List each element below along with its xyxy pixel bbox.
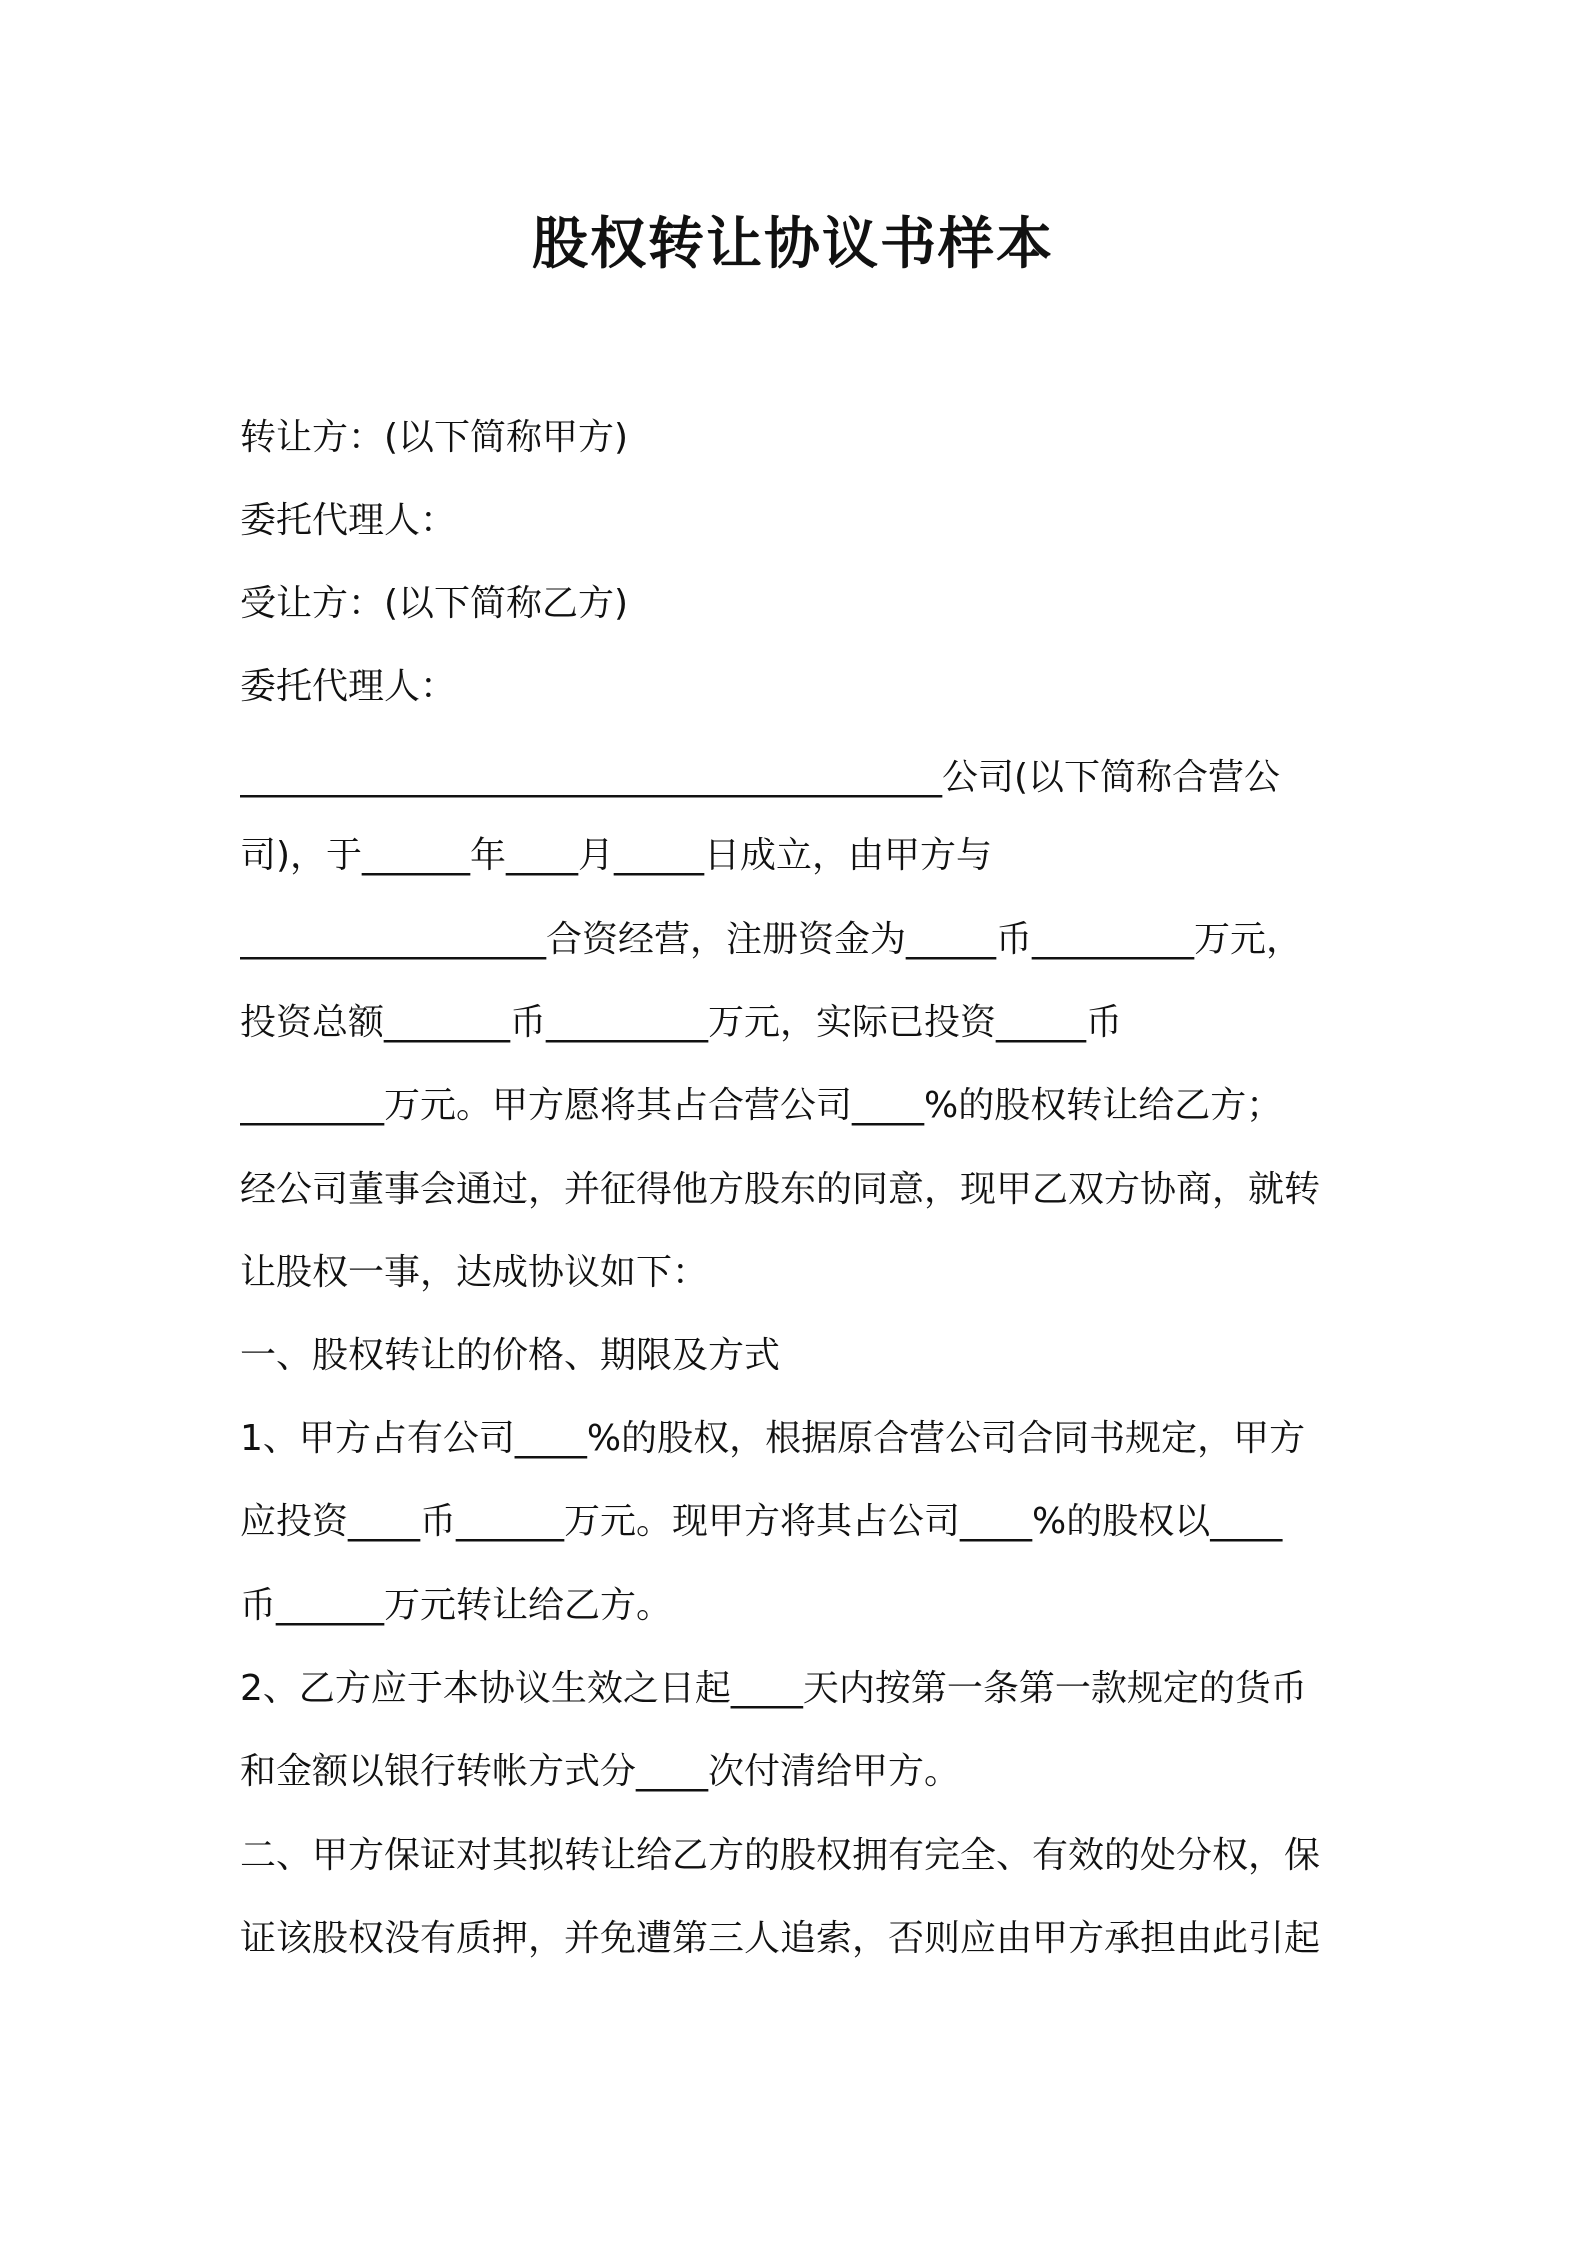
section-heading: 二、甲方保证对其拟转让给乙方的股权拥有完全、有效的处分权，保 xyxy=(240,1835,1321,1876)
clause-line: 1、甲方占有公司____%的股权，根据原合营公司合同书规定，甲方 xyxy=(240,1418,1306,1459)
body-line: _______________________________________公司(以下简称合营公 xyxy=(240,757,1281,798)
clause-line: 应投资____币______万元。现甲方将其占公司____%的股权以____ xyxy=(240,1501,1283,1542)
transferee-agent-line: 委托代理人： xyxy=(240,666,457,707)
body-line: 经公司董事会通过，并征得他方股东的同意，现甲乙双方协商，就转 xyxy=(240,1169,1321,1210)
clause-line: 和金额以银行转帐方式分____次付清给甲方。 xyxy=(240,1751,961,1792)
clause-line: 币______万元转让给乙方。 xyxy=(240,1585,673,1626)
clause-line: 证该股权没有质押，并免遭第三人追索，否则应由甲方承担由此引起 xyxy=(240,1918,1321,1959)
body-line: _________________合资经营，注册资金为_____币_________万元， xyxy=(240,919,1303,960)
document-title: 股权转让协议书样本 xyxy=(532,212,1054,277)
transferor-line: 转让方：(以下简称甲方) xyxy=(240,417,629,458)
clause-line: 2、乙方应于本协议生效之日起____天内按第一条第一款规定的货币 xyxy=(240,1668,1307,1709)
body-line: 让股权一事，达成协议如下： xyxy=(240,1252,709,1293)
body-line: ________万元。甲方愿将其占合营公司____%的股权转让给乙方； xyxy=(240,1085,1283,1126)
body-line: 司)，于______年____月_____日成立，由甲方与 xyxy=(240,835,993,876)
transferor-agent-line: 委托代理人： xyxy=(240,500,457,541)
section-heading: 一、股权转让的价格、期限及方式 xyxy=(240,1335,781,1376)
transferee-line: 受让方：(以下简称乙方) xyxy=(240,583,629,624)
body-line: 投资总额_______币_________万元，实际已投资_____币 xyxy=(240,1002,1123,1043)
